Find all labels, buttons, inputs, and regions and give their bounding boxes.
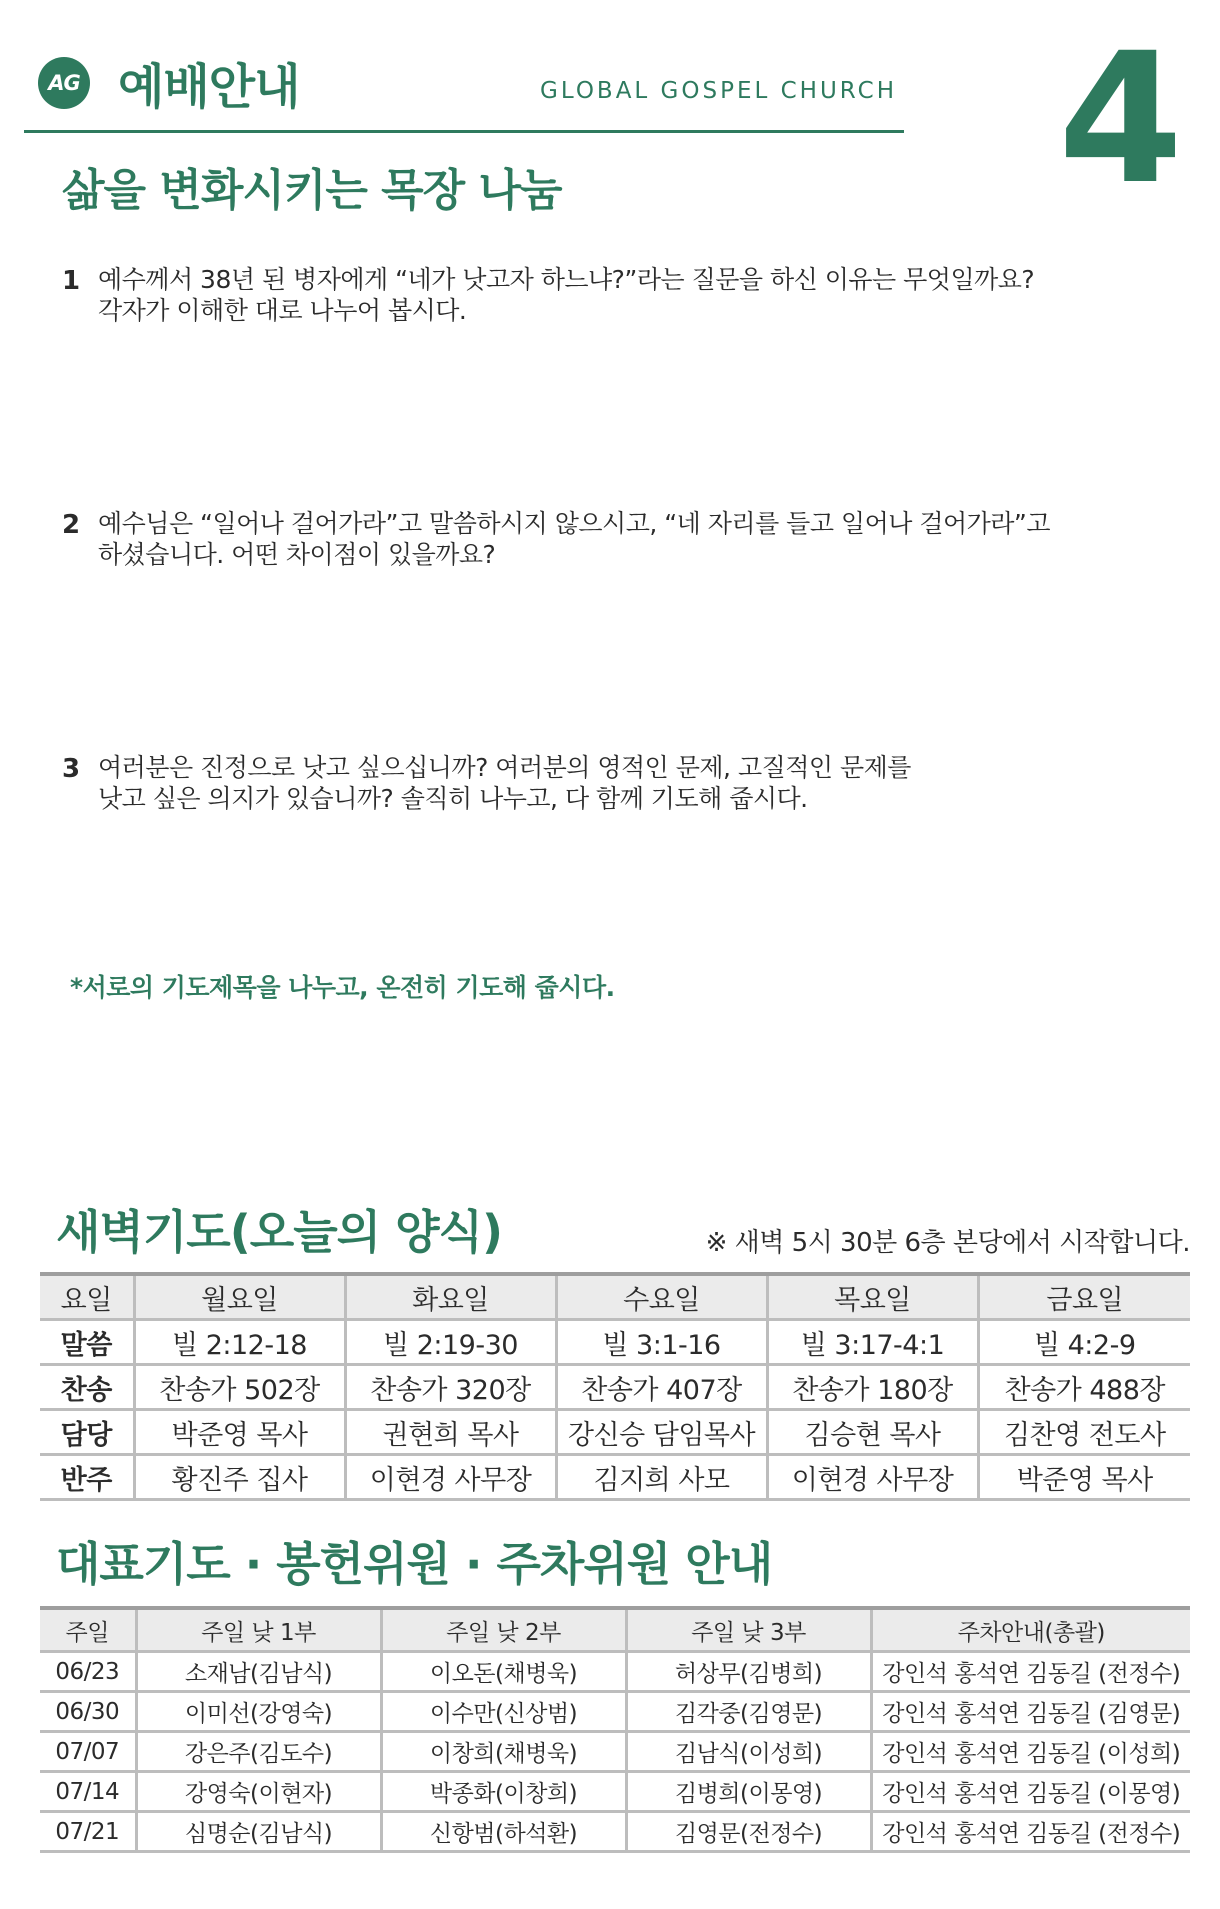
question-text [98,264,1142,326]
dawn-prayer-title: 새벽기도(오늘의 양식) [56,1205,502,1259]
table-cell: 찬송가 320장 [345,1365,556,1410]
row-label: 말씀 [40,1320,134,1365]
table-cell: 찬송가 180장 [767,1365,978,1410]
table-row [40,1692,1190,1732]
table-header-row [40,1608,1190,1652]
table-cell: 강인석 홍석연 김동길 (전정수) [871,1812,1190,1852]
question-text [98,508,1142,570]
question-line: 예수님은 “일어나 걸어가라”고 말씀하시지 않으시고, “네 자리를 들고 일어나 걸어가라”고 [98,509,1051,538]
day-header: 화요일 [345,1274,556,1320]
representatives-title: 대표기도 · 봉헌위원 · 주차위원 안내 [56,1537,773,1591]
date-cell: 06/30 [40,1692,136,1732]
column-header: 주차안내(총괄) [871,1608,1190,1652]
representatives-table [40,1606,1190,1853]
question-line: 낫고 싶은 의지가 있습니까? 솔직히 나누고, 다 함께 기도해 줍시다. [98,784,808,813]
dawn-prayer-table [40,1272,1190,1501]
table-cell: 강인석 홍석연 김동길 (김영문) [871,1692,1190,1732]
prayer-note: *서로의 기도제목을 나누고, 온전히 기도해 줍시다. [70,973,615,1002]
table-cell: 찬송가 488장 [978,1365,1190,1410]
table-cell: 소재남(김남식) [136,1652,381,1692]
table-cell: 김찬영 전도사 [978,1410,1190,1455]
table-cell: 박준영 목사 [978,1455,1190,1500]
table-cell: 이오돈(채병욱) [381,1652,626,1692]
question-3 [62,752,1142,814]
question-text [98,752,1142,814]
table-cell: 권현희 목사 [345,1410,556,1455]
table-cell: 이현경 사무장 [345,1455,556,1500]
row-label: 찬송 [40,1365,134,1410]
logo-text: AG [48,71,80,95]
table-header-row [40,1274,1190,1320]
table-row [40,1732,1190,1772]
table-cell: 빌 2:19-30 [345,1320,556,1365]
table-cell: 이창희(채병욱) [381,1732,626,1772]
column-header: 주일 낮 1부 [136,1608,381,1652]
question-line: 여러분은 진정으로 낫고 싶으십니까? 여러분의 영적인 문제, 고질적인 문제를 [98,753,911,782]
table-cell: 허상무(김병희) [626,1652,871,1692]
question-line: 각자가 이해한 대로 나누어 봅시다. [98,296,467,325]
date-cell: 07/21 [40,1812,136,1852]
table-cell: 김지희 사모 [556,1455,767,1500]
table-cell: 박종화(이창희) [381,1772,626,1812]
table-cell: 강은주(김도수) [136,1732,381,1772]
question-1 [62,264,1142,326]
question-number: 2 [62,510,80,540]
question-number: 3 [62,754,80,784]
table-cell: 강영숙(이현자) [136,1772,381,1812]
section-title: 예배안내 [118,59,300,115]
date-cell: 07/07 [40,1732,136,1772]
day-header: 월요일 [134,1274,345,1320]
table-cell: 황진주 집사 [134,1455,345,1500]
table-cell: 강인석 홍석연 김동길 (이성희) [871,1732,1190,1772]
day-header: 금요일 [978,1274,1190,1320]
row-label: 반주 [40,1455,134,1500]
table-cell: 김영문(전정수) [626,1812,871,1852]
table-row [40,1652,1190,1692]
table-row [40,1410,1190,1455]
table-cell: 김승현 목사 [767,1410,978,1455]
table-cell: 빌 3:17-4:1 [767,1320,978,1365]
table-row [40,1365,1190,1410]
table-cell: 이미선(강영숙) [136,1692,381,1732]
main-heading: 삶을 변화시키는 목장 나눔 [62,165,562,216]
date-cell: 07/14 [40,1772,136,1812]
table-row [40,1455,1190,1500]
header-divider [24,130,904,133]
question-line: 하셨습니다. 어떤 차이점이 있을까요? [98,540,496,569]
table-row [40,1320,1190,1365]
day-header: 목요일 [767,1274,978,1320]
table-cell: 이현경 사무장 [767,1455,978,1500]
table-row [40,1772,1190,1812]
dawn-prayer-note: ※ 새벽 5시 30분 6층 본당에서 시작합니다. [705,1228,1190,1258]
table-cell: 빌 2:12-18 [134,1320,345,1365]
table-cell: 빌 4:2-9 [978,1320,1190,1365]
table-cell: 이수만(신상범) [381,1692,626,1732]
church-name: GLOBAL GOSPEL CHURCH [540,78,897,104]
table-cell: 신항범(하석환) [381,1812,626,1852]
table-cell: 김각중(김영문) [626,1692,871,1732]
church-logo [38,57,90,109]
table-corner-cell: 요일 [40,1274,134,1320]
column-header: 주일 낮 2부 [381,1608,626,1652]
table-cell: 찬송가 502장 [134,1365,345,1410]
question-line: 예수께서 38년 된 병자에게 “네가 낫고자 하느냐?”라는 질문을 하신 이유는 무엇일까요? [98,265,1035,294]
column-header: 주일 낮 3부 [626,1608,871,1652]
table-cell: 찬송가 407장 [556,1365,767,1410]
table-cell: 강신승 담임목사 [556,1410,767,1455]
row-label: 담당 [40,1410,134,1455]
table-cell: 심명순(김남식) [136,1812,381,1852]
date-cell: 06/23 [40,1652,136,1692]
table-cell: 강인석 홍석연 김동길 (전정수) [871,1652,1190,1692]
table-cell: 강인석 홍석연 김동길 (이몽영) [871,1772,1190,1812]
table-cell: 빌 3:1-16 [556,1320,767,1365]
table-cell: 김병희(이몽영) [626,1772,871,1812]
table-cell: 김남식(이성희) [626,1732,871,1772]
question-2 [62,508,1142,570]
table-row [40,1812,1190,1852]
question-number: 1 [62,266,80,296]
table-cell: 박준영 목사 [134,1410,345,1455]
column-header: 주일 [40,1608,136,1652]
day-header: 수요일 [556,1274,767,1320]
page-number: 4 [1058,15,1184,224]
